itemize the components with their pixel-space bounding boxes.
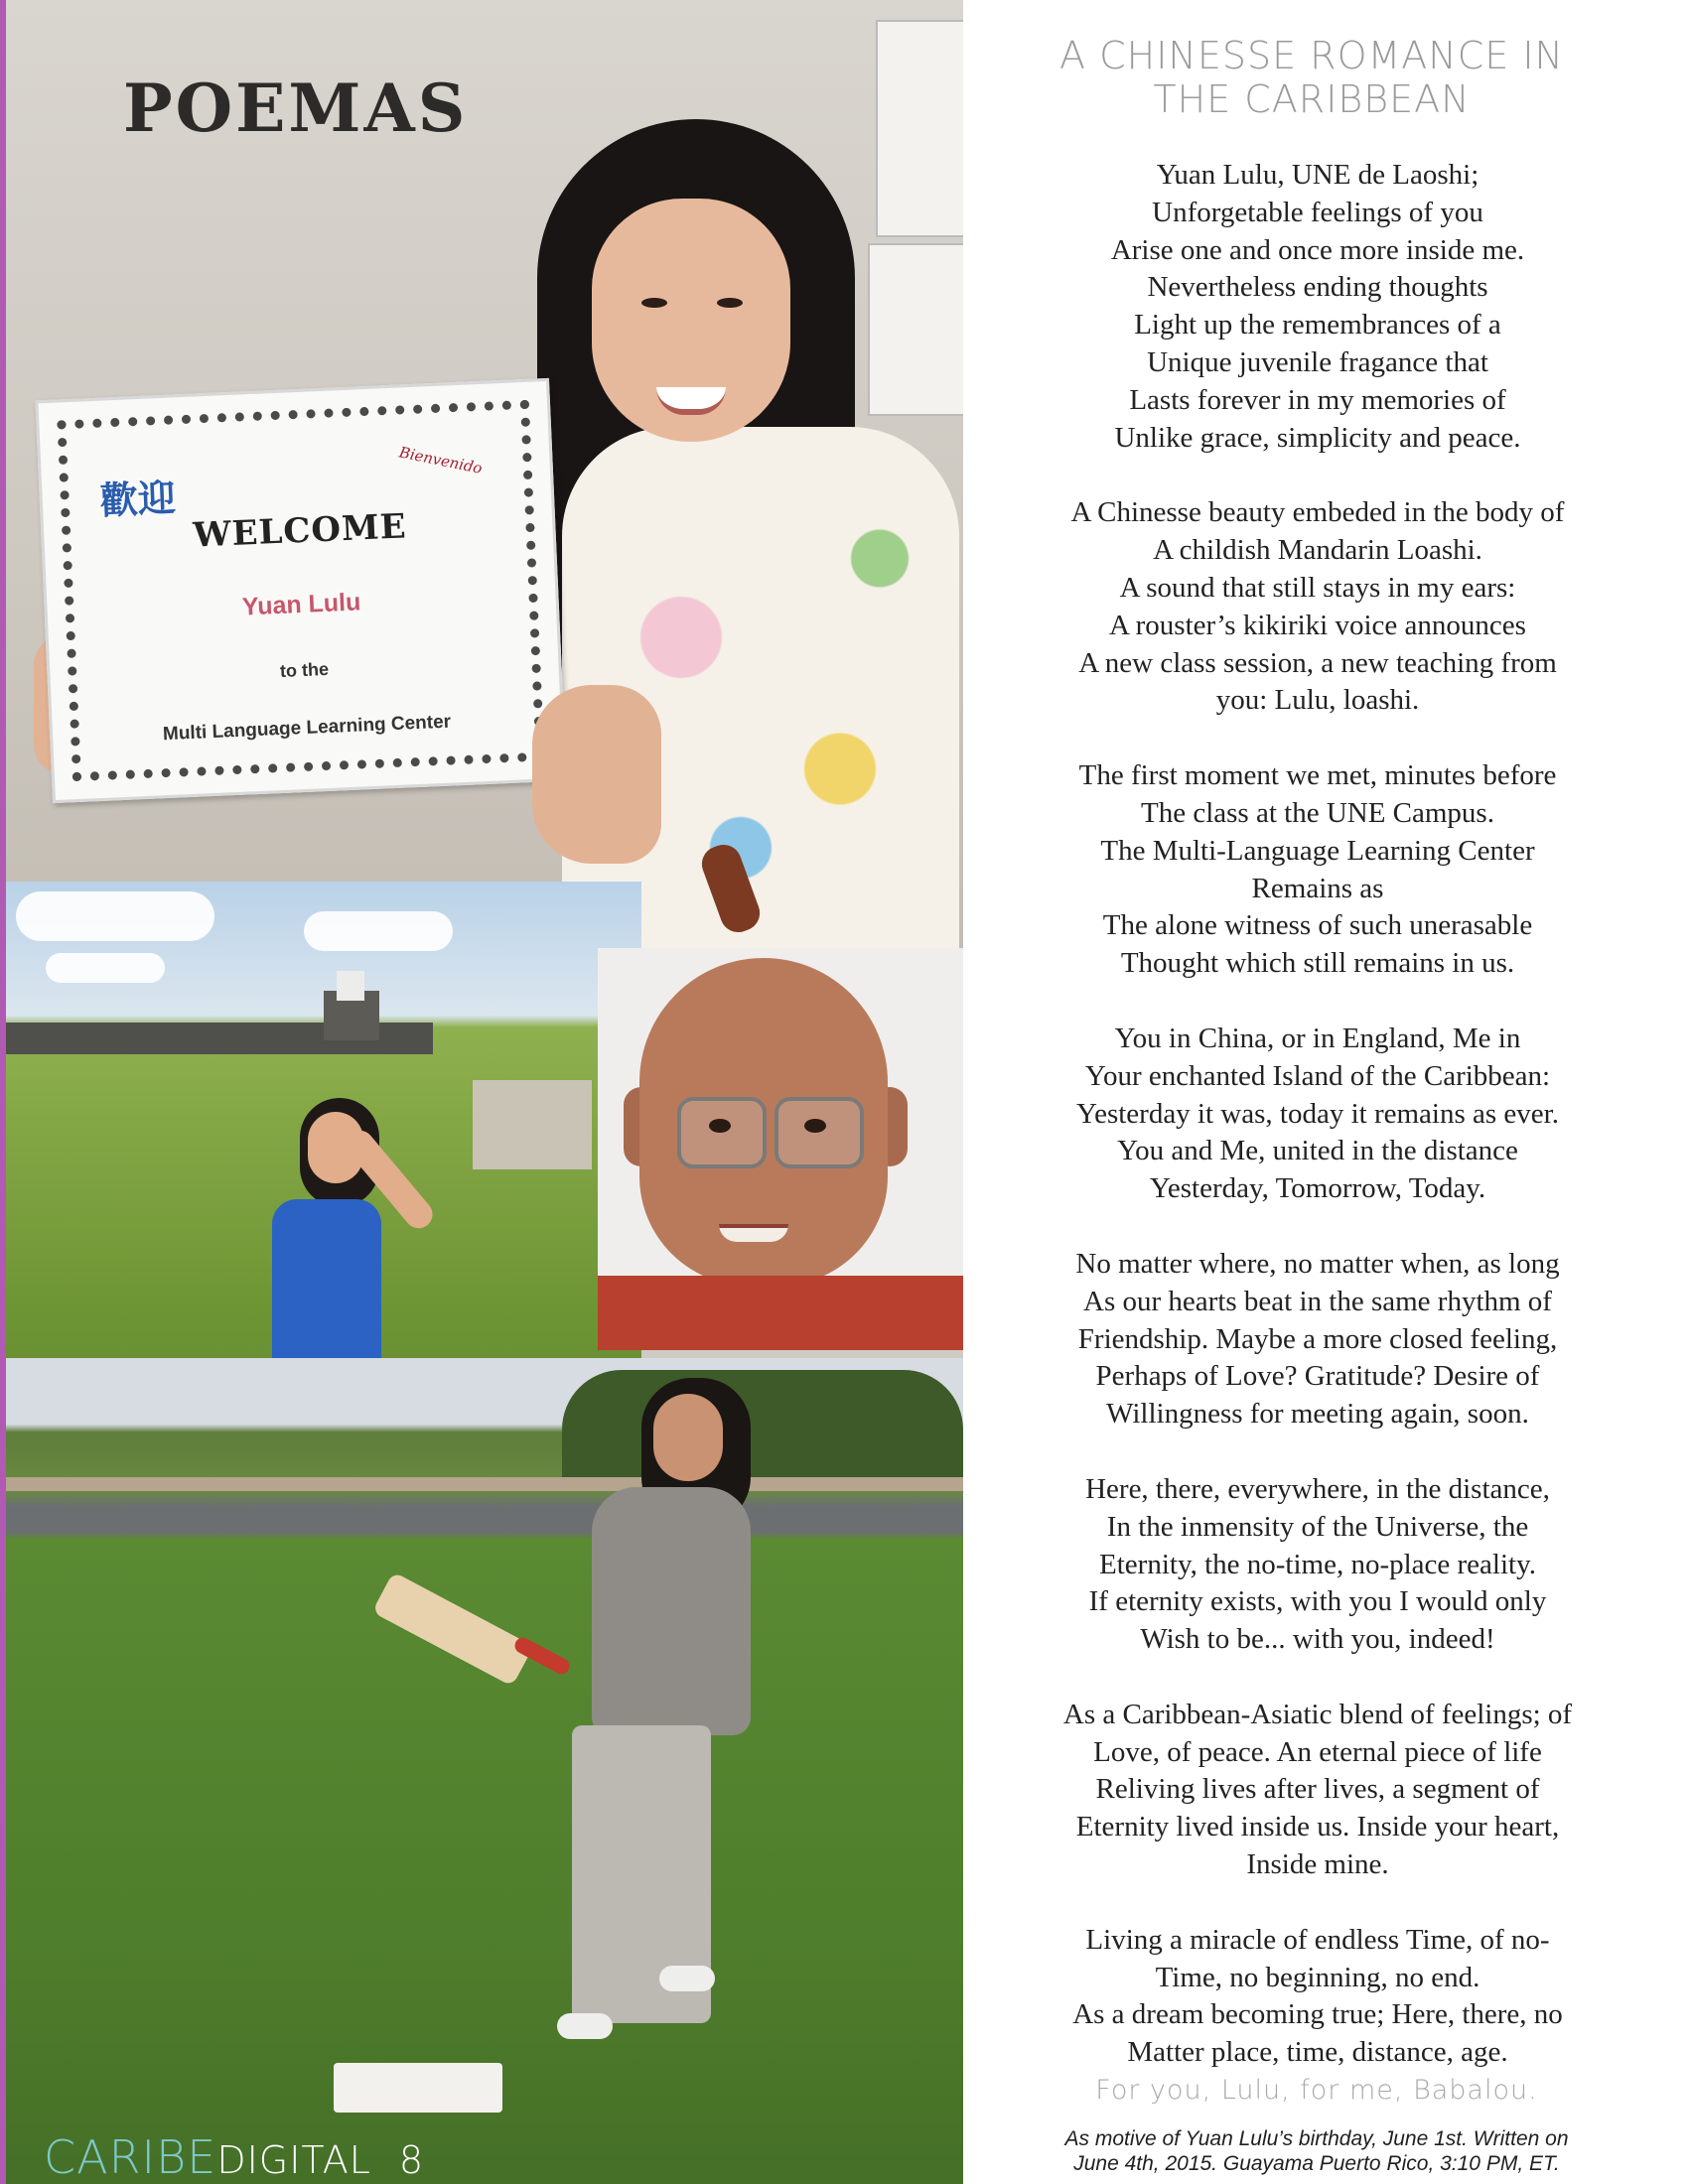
sign-to-text: to the — [279, 658, 330, 681]
poem-line: Time, no beginning, no end. — [1155, 1961, 1480, 1993]
poem-line: Here, there, everywhere, in the distance, — [1085, 1472, 1550, 1505]
face — [653, 1394, 723, 1481]
poem-stanza — [975, 1922, 1660, 2072]
poem-line: Love, of peace. An eternal piece of life — [1093, 1735, 1542, 1768]
poem-line: The alone witness of such unerasable — [1102, 909, 1533, 942]
glasses — [677, 1097, 767, 1168]
wall-notice — [868, 243, 963, 416]
eye — [804, 1119, 826, 1133]
poem-line: A Chinesse beauty embeded in the body of — [1070, 496, 1565, 529]
poem-line: Willingness for meeting again, soon. — [1106, 1398, 1529, 1431]
poem-line: If eternity exists, with you I would only — [1088, 1585, 1547, 1618]
shoe — [659, 1966, 715, 1991]
blue-top — [272, 1199, 381, 1378]
pointing-hand — [532, 685, 661, 864]
poem-stanza — [975, 157, 1660, 457]
sign-center-text: Multi Language Learning Center — [162, 711, 452, 746]
section-title: POEMAS — [123, 69, 469, 147]
grey-sweater — [592, 1487, 751, 1735]
eye — [641, 298, 667, 308]
poem-line: Lasts forever in my memories of — [1129, 383, 1506, 416]
poem-line: A new class session, a new teaching from — [1078, 646, 1557, 679]
poem-line: No matter where, no matter when, as long — [1075, 1247, 1560, 1280]
poem-line: A rouster’s kikiriki voice announces — [1109, 609, 1526, 641]
cloud — [16, 891, 214, 941]
photo-man-portrait — [598, 948, 963, 1350]
magazine-brand — [44, 2130, 423, 2184]
sign-welcome-text: WELCOME — [192, 506, 408, 556]
poem-title — [969, 34, 1654, 121]
poem-line: Yuan Lulu, UNE de Laoshi; — [1156, 159, 1480, 191]
poem-line: Yesterday, Tomorrow, Today. — [1149, 1172, 1486, 1205]
sign-name-text: Yuan Lulu — [241, 588, 361, 621]
poem-line: Thought which still remains in us. — [1120, 947, 1515, 980]
sign-chinese-text: 歡迎 — [98, 476, 177, 523]
poem-stanza — [975, 494, 1660, 720]
poem-line: you: Lulu, loashi. — [1215, 684, 1420, 717]
poem-line: Inside mine. — [1246, 1848, 1389, 1881]
poem-line: You and Me, united in the distance — [1117, 1135, 1518, 1167]
poem-line: In the inmensity of the Universe, the — [1106, 1510, 1529, 1543]
poem-title-line: THE CARIBBEAN — [1153, 77, 1471, 121]
ground-sign — [334, 2063, 502, 2113]
poem-line: The first moment we met, minutes before — [1078, 759, 1557, 792]
poem-line: Nevertheless ending thoughts — [1147, 271, 1488, 304]
wall-notice — [876, 20, 963, 237]
poem-line: Eternity lived inside us. Inside your heart, — [1075, 1811, 1560, 1843]
poem-line: Unique juvenile fragance that — [1147, 345, 1488, 378]
page-number: 8 — [398, 2138, 424, 2182]
poem-line: Perhaps of Love? Gratitude? Desire of — [1095, 1360, 1540, 1393]
poem-line: The Multi-Language Learning Center — [1100, 834, 1535, 867]
poem-line: Remains as — [1251, 872, 1384, 904]
shoe — [557, 2013, 613, 2039]
lighthouse — [337, 971, 364, 1001]
cricket-bat — [372, 1571, 534, 1687]
cloud — [304, 911, 453, 951]
photo-cricket-field — [6, 1358, 963, 2184]
poem-column — [969, 0, 1691, 2184]
poem-stanza — [975, 1697, 1660, 1884]
poem-line: As our hearts beat in the same rhythm of — [1083, 1285, 1552, 1317]
poem-stanza — [975, 1246, 1660, 1433]
eye — [709, 1119, 731, 1133]
poem-line: Unforgetable feelings of you — [1152, 196, 1483, 228]
poem-dedication: For you, Lulu, for me, Babalou. — [1095, 2075, 1538, 2106]
cloud — [46, 953, 165, 983]
poem-line: Light up the remembrances of a — [1134, 309, 1501, 341]
poem-stanza — [975, 1021, 1660, 1208]
poem-line: Yesterday it was, today it remains as ever. — [1076, 1097, 1559, 1130]
poem-line: Matter place, time, distance, age. — [1127, 2036, 1508, 2069]
poem-line: A sound that still stays in my ears: — [1119, 571, 1516, 604]
glasses — [775, 1097, 864, 1168]
poem-note — [969, 2126, 1664, 2176]
poem-line: Wish to be... with you, indeed! — [1140, 1623, 1495, 1656]
shirt — [598, 1276, 963, 1350]
poem-title-line: A CHINESSE ROMANCE IN — [1059, 34, 1564, 77]
welcome-sign — [35, 378, 566, 803]
poem-line: As a Caribbean-Asiatic blend of feelings; of — [1062, 1698, 1573, 1730]
poem-line: A childish Mandarin Loashi. — [1153, 534, 1482, 567]
poem-line: Friendship. Maybe a more closed feeling, — [1077, 1322, 1558, 1355]
photo-collage — [6, 0, 963, 2184]
poem-line: As a dream becoming true; Here, there, no — [1072, 1998, 1563, 2031]
fence — [6, 1477, 963, 1491]
poem-line: Your enchanted Island of the Caribbean: — [1084, 1059, 1551, 1092]
photo-welcome-sign — [6, 0, 963, 948]
poem-line: The class at the UNE Campus. — [1141, 796, 1494, 829]
poem-note-line: As motive of Yuan Lulu’s birthday, June 1st. Written on — [1064, 2127, 1569, 2150]
poem-stanza — [975, 757, 1660, 983]
trees — [562, 1370, 963, 1479]
poem-line: Arise one and once more inside me. — [1110, 233, 1525, 266]
poem-line: Eternity, the no-time, no-place reality. — [1099, 1548, 1536, 1580]
brand-sub: DIGITAL — [216, 2138, 371, 2182]
poem-line: Unlike grace, simplicity and peace. — [1114, 421, 1521, 454]
mouth — [719, 1224, 788, 1242]
eye — [717, 298, 743, 308]
brand-main: CARIBE — [44, 2130, 217, 2184]
sign-spanish-text: Bienvenido — [397, 443, 485, 478]
poem-note-line: June 4th, 2015. Guayama Puerto Rico, 3:10 PM, ET. — [1073, 2152, 1560, 2175]
fortress-building — [473, 1080, 592, 1169]
poem-stanza — [975, 1471, 1660, 1659]
poem-line: Living a miracle of endless Time, of no- — [1085, 1923, 1550, 1956]
poem-line: You in China, or in England, Me in — [1114, 1022, 1521, 1054]
poem-line: Reliving lives after lives, a segment of — [1095, 1773, 1540, 1806]
poem-body — [975, 157, 1660, 2110]
